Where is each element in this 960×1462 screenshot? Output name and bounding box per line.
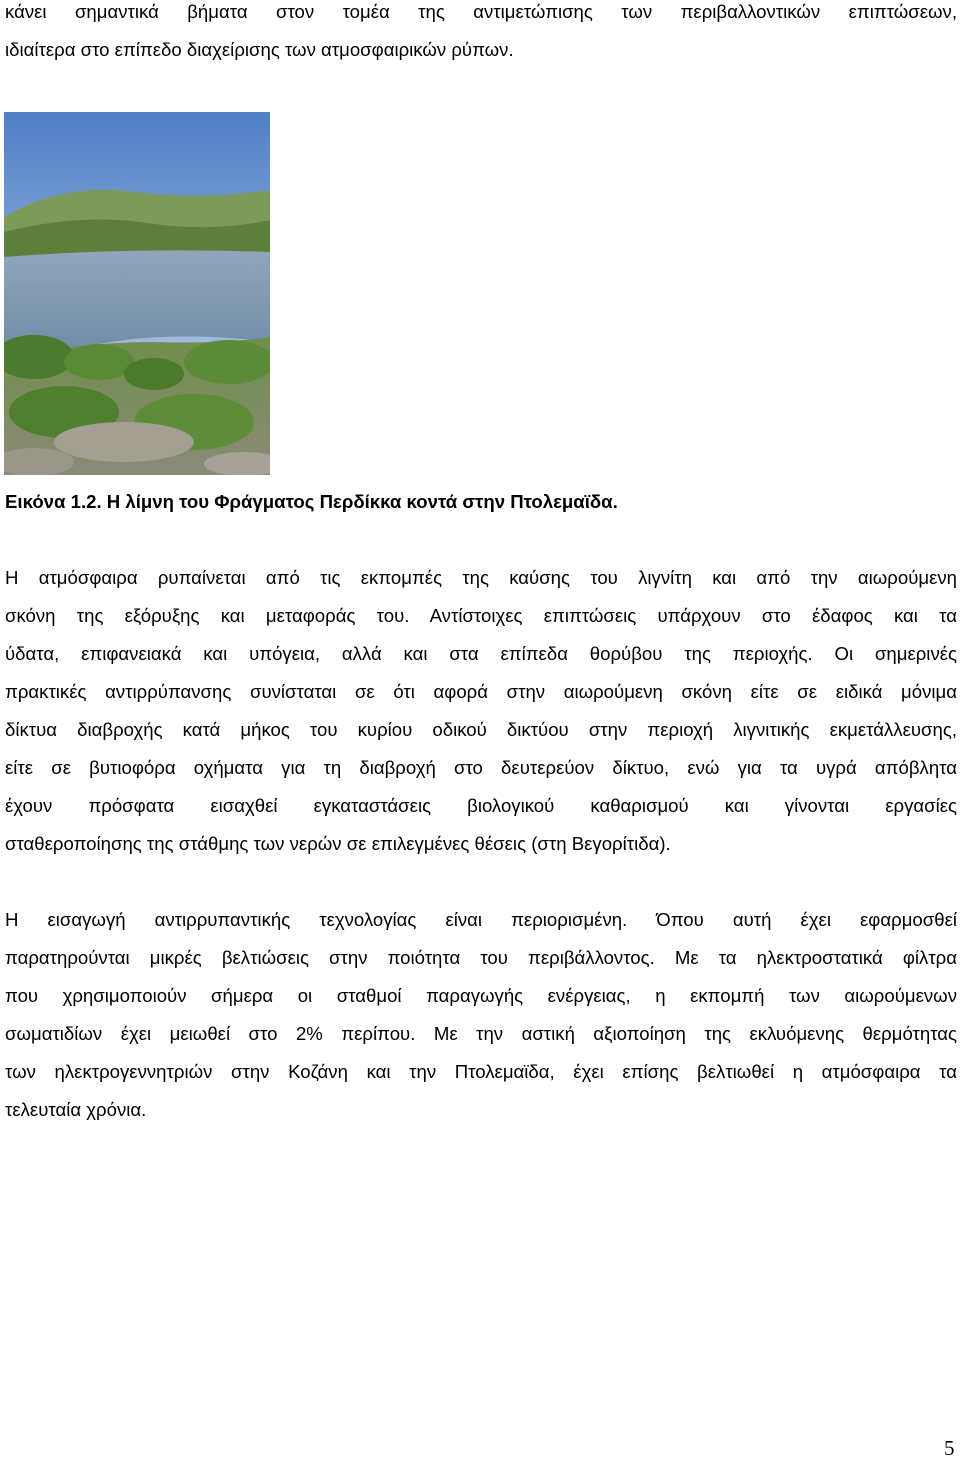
- paragraph1-line-8: σταθεροποίησης της στάθμης των νερών σε επιλεγμένες θέσεις (στη Βεγορίτιδα).: [5, 833, 671, 854]
- paragraph1-line-6: είτε σε βυτιοφόρα οχήματα για τη διαβροχή στο δευτερεύον δίκτυο, ενώ για τα υγρά απόβλητα: [5, 757, 957, 778]
- paragraph1-line-4: πρακτικές αντιρρύπανσης συνίσταται σε ότι αφορά στην αιωρούμενη σκόνη είτε σε ειδικά μόνιμα: [5, 681, 957, 702]
- paragraph2-line-1: Η εισαγωγή αντιρρυπαντικής τεχνολογίας είναι περιορισμένη. Όπου αυτή έχει εφαρμοσθεί: [5, 909, 957, 930]
- paragraph1-line-5: δίκτυα διαβροχής κατά μήκος του κυρίου οδικού δικτύου στην περιοχή λιγνιτικής εκμετάλλευσης,: [5, 719, 957, 740]
- paragraph2-line-5: των ηλεκτρογεννητριών στην Κοζάνη και την Πτολεμαϊδα, έχει επίσης βελτιωθεί η ατμόσφαιρα τα: [5, 1061, 957, 1082]
- paragraph2-line-3: που χρησιμοποιούν σήμερα οι σταθμοί παραγωγής ενέργειας, η εκπομπή των αιωρούμενων: [5, 985, 957, 1006]
- intro-line-2: ιδιαίτερα στο επίπεδο διαχείρισης των ατμοσφαιρικών ρύπων.: [5, 39, 514, 60]
- lake-photo: [4, 112, 270, 475]
- paragraph1-line-7: έχουν πρόσφατα εισαχθεί εγκαταστάσεις βιολογικού καθαρισμού και γίνονται εργασίες: [5, 795, 957, 816]
- paragraph1-line-1: Η ατμόσφαιρα ρυπαίνεται από τις εκπομπές της καύσης του λιγνίτη και από την αιωρούμενη: [5, 567, 957, 588]
- page-number: 5: [944, 1436, 955, 1460]
- paragraph2-line-4: σωματιδίων έχει μειωθεί στο 2% περίπου. Με την αστική αξιοποίηση της εκλυόμενης θερμότητας: [5, 1023, 957, 1044]
- figure-caption: Εικόνα 1.2. Η λίμνη του Φράγματος Περδίκκα κοντά στην Πτολεμαϊδα.: [5, 491, 618, 512]
- paragraph1-line-3: ύδατα, επιφανειακά και υπόγεια, αλλά και στα επίπεδα θορύβου της περιοχής. Οι σημερινές: [5, 643, 957, 664]
- paragraph2-line-6: τελευταία χρόνια.: [5, 1099, 147, 1120]
- paragraph2-line-2: παρατηρούνται μικρές βελτιώσεις στην ποιότητα του περιβάλλοντος. Με τα ηλεκτροστατικά φίλτρα: [5, 947, 957, 968]
- paragraph1-line-2: σκόνη της εξόρυξης και μεταφοράς του. Αντίστοιχες επιπτώσεις υπάρχουν στο έδαφος και τα: [5, 605, 957, 626]
- intro-line-1: κάνει σημαντικά βήματα στον τομέα της αντιμετώπισης των περιβαλλοντικών επιπτώσεων,: [5, 1, 957, 22]
